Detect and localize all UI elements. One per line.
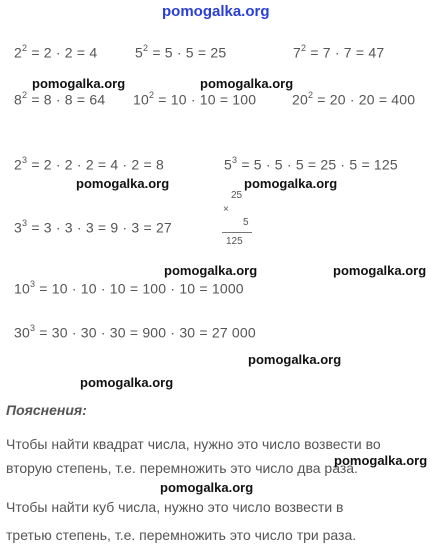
eq-rhs: = 2 · 2 · 2 = 4 · 2 = 8 xyxy=(31,156,164,173)
explanation-p1-line2: вторую степень, т.е. перемножить это число два раза. xyxy=(6,460,358,476)
equation-20-squared xyxy=(292,91,415,108)
eq-rhs: = 20 · 20 = 400 xyxy=(317,91,416,108)
eq-exp: 3 xyxy=(22,218,28,228)
eq-base: 20 xyxy=(292,91,308,108)
watermark: pomogalka.org xyxy=(76,176,170,191)
equation-7-squared xyxy=(293,44,384,61)
column-mult-result: 125 xyxy=(226,236,243,247)
site-title[interactable]: pomogalka.org xyxy=(162,3,270,20)
watermark: pomogalka.org xyxy=(334,453,428,468)
column-mult-line xyxy=(222,232,252,233)
eq-exp: 2 xyxy=(148,90,155,100)
eq-exp: 3 xyxy=(22,155,28,165)
explanation-p1-line1: Чтобы найти квадрат числа, нужно это число возвести во xyxy=(6,436,381,452)
eq-exp: 3 xyxy=(232,155,238,165)
eq-rhs: = 30 · 30 · 30 = 900 · 30 = 27 000 xyxy=(39,324,256,341)
eq-exp: 3 xyxy=(29,279,36,289)
column-mult-top: 25 xyxy=(231,190,243,201)
watermark: pomogalka.org xyxy=(333,263,427,278)
eq-exp: 2 xyxy=(22,43,28,53)
eq-base: 8 xyxy=(14,91,22,108)
equation-8-squared xyxy=(14,91,105,108)
eq-base: 10 xyxy=(14,280,30,297)
equation-10-squared xyxy=(133,91,256,108)
equation-30-cubed xyxy=(14,324,256,341)
eq-exp: 2 xyxy=(301,43,307,53)
eq-base: 7 xyxy=(293,44,301,61)
watermark: pomogalka.org xyxy=(160,480,254,495)
equation-2-squared xyxy=(14,44,97,61)
eq-base: 2 xyxy=(14,44,22,61)
eq-base: 5 xyxy=(224,156,232,173)
equation-3-cubed xyxy=(14,219,172,236)
eq-base: 10 xyxy=(133,91,149,108)
column-mult-bottom: 5 xyxy=(243,217,249,228)
eq-rhs: = 3 · 3 · 3 = 9 · 3 = 27 xyxy=(31,219,172,236)
eq-rhs: = 5 · 5 · 5 = 25 · 5 = 125 xyxy=(241,156,398,173)
watermark: pomogalka.org xyxy=(244,176,338,191)
eq-rhs: = 10 · 10 · 10 = 100 · 10 = 1000 xyxy=(39,280,244,297)
eq-rhs: = 8 · 8 = 64 xyxy=(31,91,106,108)
equation-5-squared xyxy=(135,44,226,61)
explanation-p2-line1: Чтобы найти куб числа, нужно это число возвести в xyxy=(6,499,344,515)
eq-exp: 3 xyxy=(29,323,36,333)
equation-2-cubed xyxy=(14,156,164,173)
eq-base: 30 xyxy=(14,324,30,341)
explanation-heading: Пояснения: xyxy=(6,402,87,418)
watermark: pomogalka.org xyxy=(80,375,174,390)
eq-exp: 2 xyxy=(22,90,28,100)
eq-base: 2 xyxy=(14,156,22,173)
eq-rhs: = 10 · 10 = 100 xyxy=(158,91,257,108)
eq-base: 5 xyxy=(135,44,143,61)
equation-5-cubed xyxy=(224,156,398,173)
eq-rhs: = 2 · 2 = 4 xyxy=(31,44,98,61)
eq-rhs: = 5 · 5 = 25 xyxy=(152,44,227,61)
watermark: pomogalka.org xyxy=(164,263,258,278)
equation-10-cubed xyxy=(14,280,244,297)
eq-exp: 2 xyxy=(307,90,314,100)
eq-rhs: = 7 · 7 = 47 xyxy=(310,44,385,61)
explanation-p2-line2: третью степень, т.е. перемножить это число три раза. xyxy=(6,527,357,543)
column-mult-sign: × xyxy=(223,204,229,215)
watermark: pomogalka.org xyxy=(200,76,294,91)
eq-exp: 2 xyxy=(143,43,149,53)
watermark: pomogalka.org xyxy=(32,76,126,91)
eq-base: 3 xyxy=(14,219,22,236)
watermark: pomogalka.org xyxy=(248,352,342,367)
